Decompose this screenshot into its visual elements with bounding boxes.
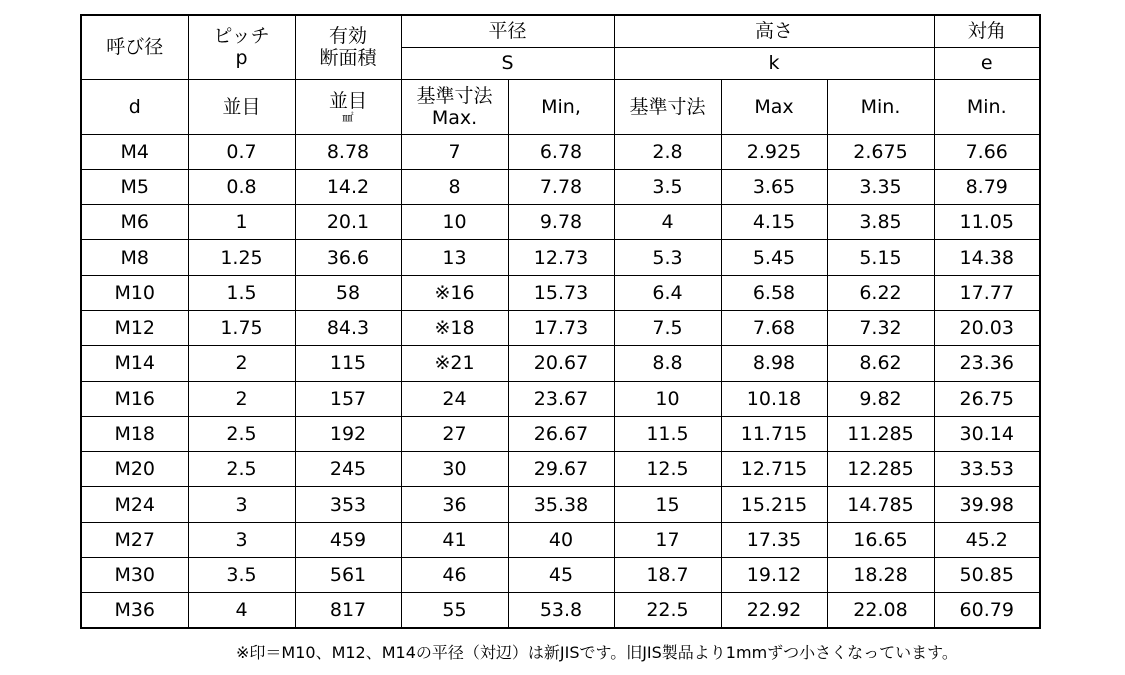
- s-basic-cell: 27: [401, 416, 508, 451]
- s-min-cell: 7.78: [508, 169, 614, 204]
- s-min-cell: 45: [508, 558, 614, 593]
- k-max-cell: 5.45: [721, 240, 827, 275]
- stress-area-cell: 84.3: [295, 310, 401, 345]
- stress-area-header: [295, 15, 401, 79]
- pitch-cell: 2: [188, 381, 295, 416]
- e-min-cell: 33.53: [934, 452, 1040, 487]
- e-min-cell: 7.66: [934, 134, 1040, 169]
- pitch-cell: 3: [188, 522, 295, 557]
- k-basic-label: 基準寸法: [614, 79, 721, 134]
- pitch-cell: 1: [188, 205, 295, 240]
- s-basic-cell: 36: [401, 487, 508, 522]
- s-min-cell: 35.38: [508, 487, 614, 522]
- s-basic-cell: 8: [401, 169, 508, 204]
- s-min-cell: 40: [508, 522, 614, 557]
- k-min-cell: 6.22: [827, 275, 934, 310]
- s-basic-cell: 46: [401, 558, 508, 593]
- stress-area-cell: 192: [295, 416, 401, 451]
- e-min-cell: 17.77: [934, 275, 1040, 310]
- k-basic-cell: 17: [614, 522, 721, 557]
- k-max-cell: 19.12: [721, 558, 827, 593]
- s-basic-cell: 7: [401, 134, 508, 169]
- s-min-cell: 53.8: [508, 593, 614, 628]
- k-min-cell: 14.785: [827, 487, 934, 522]
- s-max-label: Max.: [431, 106, 478, 129]
- height-symbol: k: [614, 47, 934, 79]
- k-max-cell: 2.925: [721, 134, 827, 169]
- table-row: [81, 346, 1040, 381]
- k-min-cell: 2.675: [827, 134, 934, 169]
- e-min-cell: 60.79: [934, 593, 1040, 628]
- s-basic-cell: ※18: [401, 310, 508, 345]
- pitch-cell: 2: [188, 346, 295, 381]
- s-min-cell: 6.78: [508, 134, 614, 169]
- k-max-cell: 4.15: [721, 205, 827, 240]
- k-basic-cell: 2.8: [614, 134, 721, 169]
- height-label: 高さ: [754, 20, 793, 43]
- k-basic-cell: 5.3: [614, 240, 721, 275]
- k-basic-cell: 8.8: [614, 346, 721, 381]
- width-symbol: S: [401, 47, 614, 79]
- pitch-label: ピッチ: [213, 25, 270, 48]
- header-row-3: [81, 79, 1040, 134]
- k-max-cell: 8.98: [721, 346, 827, 381]
- table-row: [81, 558, 1040, 593]
- nominal-size-cell: M14: [81, 346, 188, 381]
- table-row: [81, 522, 1040, 557]
- e-min-label: Min.: [934, 79, 1040, 134]
- pitch-cell: 1.25: [188, 240, 295, 275]
- s-min-cell: 26.67: [508, 416, 614, 451]
- k-basic-cell: 4: [614, 205, 721, 240]
- table-row: [81, 416, 1040, 451]
- k-min-cell: 9.82: [827, 381, 934, 416]
- nominal-size-cell: M18: [81, 416, 188, 451]
- k-basic-cell: 6.4: [614, 275, 721, 310]
- s-basic-cell: 30: [401, 452, 508, 487]
- footnote: ※印＝M10、M12、M14の平径（対辺）は新JISです。旧JIS製品より1mmずつ小さくなっています。: [236, 643, 958, 662]
- nominal-size-cell: M4: [81, 134, 188, 169]
- pitch-cell: 2.5: [188, 416, 295, 451]
- nominal-size-cell: M8: [81, 240, 188, 275]
- k-min-cell: 8.62: [827, 346, 934, 381]
- s-basic-cell: 55: [401, 593, 508, 628]
- area-coarse-header: [295, 79, 401, 134]
- s-min-cell: 20.67: [508, 346, 614, 381]
- k-max-cell: 7.68: [721, 310, 827, 345]
- width-across-flats-label: 平径: [488, 20, 527, 43]
- table-row: [81, 593, 1040, 628]
- pitch-cell: 1.5: [188, 275, 295, 310]
- s-basic-header: [401, 79, 508, 134]
- k-min-cell: 5.15: [827, 240, 934, 275]
- s-basic-cell: ※21: [401, 346, 508, 381]
- header-row-1: [81, 15, 1040, 47]
- k-min-cell: 18.28: [827, 558, 934, 593]
- e-min-cell: 39.98: [934, 487, 1040, 522]
- table-row: [81, 310, 1040, 345]
- s-basic-label: 基準寸法: [416, 84, 493, 107]
- pitch-cell: 2.5: [188, 452, 295, 487]
- s-basic-cell: ※16: [401, 275, 508, 310]
- area-unit: ㎟: [342, 110, 354, 124]
- nominal-size-cell: M24: [81, 487, 188, 522]
- corner-symbol: e: [934, 47, 1040, 79]
- k-min-cell: 16.65: [827, 522, 934, 557]
- e-min-cell: 8.79: [934, 169, 1040, 204]
- e-min-cell: 14.38: [934, 240, 1040, 275]
- nominal-size-cell: M16: [81, 381, 188, 416]
- s-basic-cell: 13: [401, 240, 508, 275]
- k-basic-cell: 18.7: [614, 558, 721, 593]
- s-min-cell: 12.73: [508, 240, 614, 275]
- stress-area-label-2: 断面積: [319, 47, 377, 70]
- table-row: [81, 487, 1040, 522]
- table-row: [81, 275, 1040, 310]
- e-min-cell: 23.36: [934, 346, 1040, 381]
- table-row: [81, 169, 1040, 204]
- k-min-cell: 22.08: [827, 593, 934, 628]
- s-min-cell: 15.73: [508, 275, 614, 310]
- table-row: [81, 134, 1040, 169]
- nominal-size-cell: M10: [81, 275, 188, 310]
- stress-area-cell: 36.6: [295, 240, 401, 275]
- k-max-cell: 15.215: [721, 487, 827, 522]
- stress-area-cell: 817: [295, 593, 401, 628]
- nominal-diameter-header: [81, 15, 188, 79]
- table-row: [81, 240, 1040, 275]
- stress-area-cell: 115: [295, 346, 401, 381]
- pitch-symbol: p: [235, 47, 248, 70]
- k-min-cell: 12.285: [827, 452, 934, 487]
- k-min-label: Min.: [827, 79, 934, 134]
- stress-area-cell: 20.1: [295, 205, 401, 240]
- s-min-cell: 29.67: [508, 452, 614, 487]
- k-max-cell: 10.18: [721, 381, 827, 416]
- table-row: [81, 205, 1040, 240]
- s-basic-cell: 24: [401, 381, 508, 416]
- s-min-cell: 23.67: [508, 381, 614, 416]
- table-row: [81, 452, 1040, 487]
- stress-area-cell: 459: [295, 522, 401, 557]
- width-across-corners-header: [934, 15, 1040, 47]
- width-across-flats-header: [401, 15, 614, 47]
- d-symbol: d: [81, 79, 188, 134]
- stress-area-cell: 157: [295, 381, 401, 416]
- e-min-cell: 45.2: [934, 522, 1040, 557]
- k-min-cell: 3.35: [827, 169, 934, 204]
- nominal-size-cell: M27: [81, 522, 188, 557]
- e-min-cell: 11.05: [934, 205, 1040, 240]
- nominal-size-cell: M6: [81, 205, 188, 240]
- stress-area-cell: 353: [295, 487, 401, 522]
- stress-area-cell: 14.2: [295, 169, 401, 204]
- height-header: [614, 15, 934, 47]
- k-min-cell: 11.285: [827, 416, 934, 451]
- e-min-cell: 20.03: [934, 310, 1040, 345]
- nominal-size-cell: M5: [81, 169, 188, 204]
- s-min-label: Min,: [508, 79, 614, 134]
- stress-area-cell: 561: [295, 558, 401, 593]
- nominal-size-cell: M20: [81, 452, 188, 487]
- table-row: [81, 381, 1040, 416]
- k-max-cell: 22.92: [721, 593, 827, 628]
- pitch-cell: 3: [188, 487, 295, 522]
- width-across-corners-label: 対角: [967, 20, 1006, 43]
- area-coarse-label: 並目: [328, 89, 367, 112]
- e-min-cell: 30.14: [934, 416, 1040, 451]
- k-min-cell: 7.32: [827, 310, 934, 345]
- s-min-cell: 17.73: [508, 310, 614, 345]
- k-min-cell: 3.85: [827, 205, 934, 240]
- k-basic-cell: 15: [614, 487, 721, 522]
- nominal-size-cell: M30: [81, 558, 188, 593]
- stress-area-cell: 8.78: [295, 134, 401, 169]
- pitch-cell: 4: [188, 593, 295, 628]
- k-basic-cell: 11.5: [614, 416, 721, 451]
- pitch-coarse-label: 並目: [188, 79, 295, 134]
- s-min-cell: 9.78: [508, 205, 614, 240]
- nut-dimension-table: [80, 14, 1041, 629]
- k-max-cell: 11.715: [721, 416, 827, 451]
- e-min-cell: 50.85: [934, 558, 1040, 593]
- k-max-label: Max: [721, 79, 827, 134]
- nominal-diameter-label: 呼び径: [106, 36, 164, 59]
- pitch-cell: 3.5: [188, 558, 295, 593]
- k-basic-cell: 10: [614, 381, 721, 416]
- s-basic-cell: 41: [401, 522, 508, 557]
- stress-area-cell: 245: [295, 452, 401, 487]
- k-basic-cell: 22.5: [614, 593, 721, 628]
- k-basic-cell: 12.5: [614, 452, 721, 487]
- table-body: [81, 15, 1040, 628]
- k-basic-cell: 3.5: [614, 169, 721, 204]
- stress-area-label-1: 有効: [328, 25, 367, 48]
- nominal-size-cell: M36: [81, 593, 188, 628]
- pitch-header: [188, 15, 295, 79]
- k-max-cell: 6.58: [721, 275, 827, 310]
- k-max-cell: 3.65: [721, 169, 827, 204]
- pitch-cell: 0.7: [188, 134, 295, 169]
- s-basic-cell: 10: [401, 205, 508, 240]
- pitch-cell: 1.75: [188, 310, 295, 345]
- e-min-cell: 26.75: [934, 381, 1040, 416]
- pitch-cell: 0.8: [188, 169, 295, 204]
- nominal-size-cell: M12: [81, 310, 188, 345]
- stress-area-cell: 58: [295, 275, 401, 310]
- k-max-cell: 17.35: [721, 522, 827, 557]
- k-max-cell: 12.715: [721, 452, 827, 487]
- k-basic-cell: 7.5: [614, 310, 721, 345]
